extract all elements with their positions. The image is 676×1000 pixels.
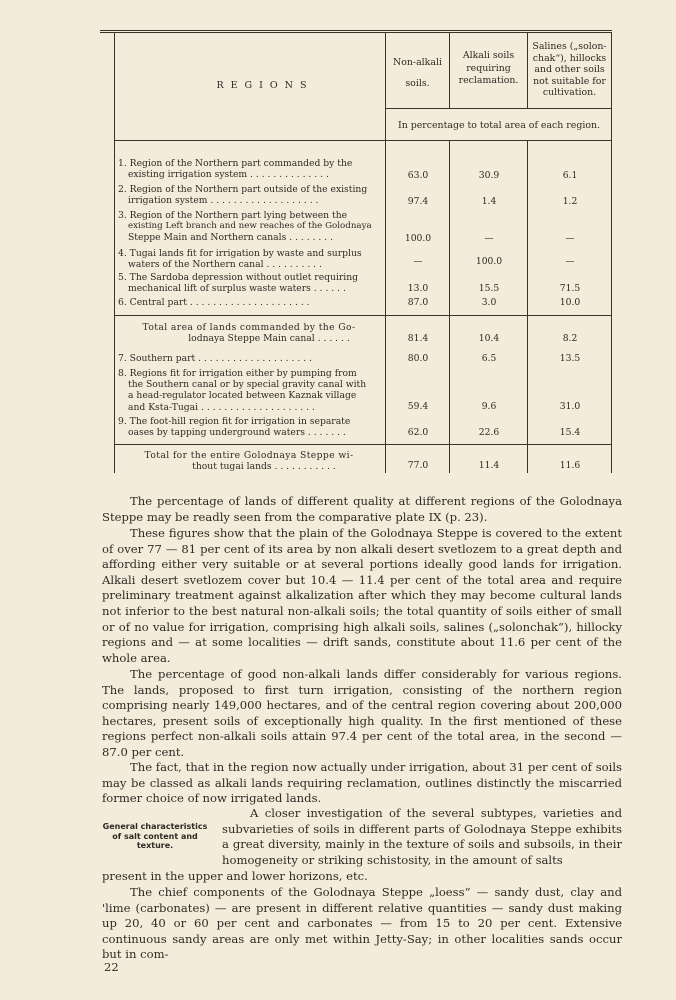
col-header-alkali: Alkali soils requiring reclamation. — [458, 50, 519, 86]
table-row: 9. The foot-hill region fit for irrigation in separate oases by tapping underground waters . . . . . . . — [118, 416, 351, 439]
cell-value: 15.4 — [559, 427, 581, 438]
cell-value: 3.0 — [481, 297, 497, 308]
cell-value: 22.6 — [478, 427, 500, 438]
table-row: 1. Region of the Northern part commanded by the existing irrigation system . . . . . . . . . . . . . . — [118, 158, 353, 181]
paragraph: The fact, that in the region now actually under irrigation, about 31 per cent of soils may be classed as alkali lands requiring reclamation, outlines distinctly the miscarried former choice of now irrigated lands. — [102, 760, 622, 806]
cell-value: 100.0 — [475, 256, 503, 267]
table-row: 5. The Sardoba depression without outlet requiring mechanical lift of surplus waste waters . . . . . . — [118, 272, 359, 295]
cell-value: — — [484, 233, 494, 244]
cell-value: 59.4 — [407, 401, 429, 412]
cell-value: 31.0 — [559, 401, 581, 412]
cell-value: 30.9 — [478, 170, 500, 181]
table-row: 8. Regions fit for irrigation either by pumping from the Southern canal or by special gravity canal with a head-regulator located between Kaznak village and Ksta-Tugai . . . . . . . . . . . . . . . . . . . . — [118, 368, 367, 413]
paragraph: The chief components of the Golodnaya Steppe „loess“ — sandy dust, clay and 'lime (carbonates) — are present in different relative quantities — sandy dust making up 20, 40 or 60 per cent and carbonates — from 15 to 20 per cent. Extensive continuous sandy areas are only met within Jetty-Say; in other localities sands occur but in com- — [102, 885, 622, 962]
table-header-rule — [114, 140, 612, 141]
page-number: 22 — [104, 960, 119, 974]
cell-value: 11.6 — [559, 460, 581, 471]
cell-value: 71.5 — [559, 283, 581, 294]
cell-value: 1.4 — [481, 196, 497, 207]
table-row: 6. Central part . . . . . . . . . . . . . . . . . . . . . — [118, 297, 310, 308]
total-row: Total for the entire Golodnaya Steppe wi- thout tugai lands . . . . . . . . . . . — [144, 450, 354, 473]
table-row: 3. Region of the Northern part lying between the existing Left branch and new reaches of the Golodnaya Steppe Main and Northern canals . . . . . . . . — [118, 210, 372, 244]
cell-value: 8.2 — [562, 333, 578, 344]
col-header-non-alkali: Non-alkali soils. — [393, 57, 442, 89]
cell-value: — — [413, 256, 423, 267]
cell-value: 77.0 — [407, 460, 429, 471]
cell-value: 13.0 — [407, 283, 429, 294]
cell-value: 11.4 — [478, 460, 500, 471]
cell-value: 13.5 — [559, 353, 581, 364]
cell-value: 10.4 — [478, 333, 500, 344]
paragraph: These figures show that the plain of the Golodnaya Steppe is covered to the extent of over 77 — 81 per cent of its area by non alkali desert svetlozem to a great depth and affording either very suitable or at several portions ideally good lands for irrigation. Alkali desert svetlozem cover but 10.4 — 11.4 per cent of the total area and require preliminary treatment against alkalization after which they may become cultural lands not inferior to the best natural non-alkali soils; the total quantity of soils either of small or of no value for irrigation, comprising high alkali soils, salines („solonchak“), hillocky regions and — at some localities — drift sands, constitute about 11.6 per cent of the whole area. — [102, 526, 622, 665]
table-top-rule — [100, 30, 612, 33]
cell-value: 62.0 — [407, 427, 429, 438]
cell-value: 63.0 — [407, 170, 429, 181]
cell-value: 87.0 — [407, 297, 429, 308]
cell-value: 1.2 — [562, 196, 578, 207]
paragraph: The percentage of lands of different quality at different regions of the Golodnaya Steppe may be readly seen from the comparative plate IX (p. 23). — [102, 494, 622, 524]
total-row: Total area of lands commanded by the Go- lodnaya Steppe Main canal . . . . . . — [142, 322, 356, 345]
cell-value: 100.0 — [404, 233, 432, 244]
cell-value: 81.4 — [407, 333, 429, 344]
table-row: 7. Southern part . . . . . . . . . . . . . . . . . . . . — [118, 353, 312, 364]
table-row-rule — [114, 315, 612, 316]
cell-value: 97.4 — [407, 196, 429, 207]
cell-value: 15.5 — [478, 283, 500, 294]
cell-value: 10.0 — [559, 297, 581, 308]
cell-value: 80.0 — [407, 353, 429, 364]
margin-note: General characteristics of salt content and texture. — [102, 822, 208, 851]
table-header-rule — [385, 108, 612, 109]
table-row: 4. Tugai lands fit for irrigation by waste and surplus waters of the Northern canal . . . . . . . . . . — [118, 248, 362, 271]
paragraph: The percentage of good non-alkali lands differ considerably for various regions. The lands, proposed to first turn irrigation, consisting of the northern region comprising nearly 149,000 hectares, and of the central region covering about 200,000 hectares, present soils of exceptionally high quality. In the first mentioned of these regions perfect non-alkali soils attain 97.4 per cent of the total area, in the second — 87.0 per cent. — [102, 667, 622, 759]
cell-value: 6.5 — [481, 353, 497, 364]
paragraph: present in the upper and lower horizons, etc. — [102, 869, 368, 883]
cell-value: — — [565, 256, 575, 267]
percentage-header: In percentage to total area of each region. — [398, 120, 600, 131]
cell-value: 6.1 — [562, 170, 578, 181]
table-left-border — [114, 33, 115, 473]
table-row: 2. Region of the Northern part outside of the existing irrigation system . . . . . . . . . . . . . . . . . . . — [118, 184, 368, 207]
cell-value: 9.6 — [481, 401, 497, 412]
regions-header: REGIONS — [216, 80, 314, 91]
cell-value: — — [565, 233, 575, 244]
col-header-salines: Salines („solon- chak“), hillocks and other soils not suitable for cultivation. — [532, 41, 607, 98]
table-row-rule — [114, 444, 612, 445]
paragraph: A closer investigation of the several subtypes, varieties and subvarieties of soils in different parts of Golodnaya Steppe exhibits a great diversity, mainly in the texture of soils and subsoils, in their homogeneity or striking schistosity, in the amount of salts — [222, 806, 622, 867]
